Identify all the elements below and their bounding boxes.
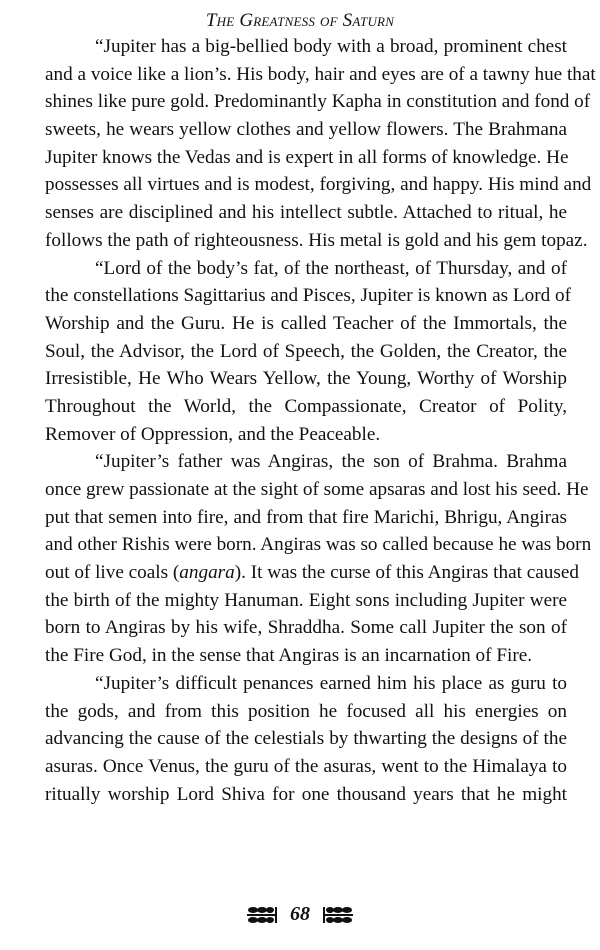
text-line: asuras. Once Venus, the guru of the asuras, went to the Himalaya to <box>45 755 567 777</box>
text-line: Worship and the Guru. He is called Teacher of the Immortals, the <box>45 312 567 334</box>
text-line: follows the path of righteousness. His metal is gold and his gem topaz. <box>45 229 588 251</box>
text-line: Remover of Oppression, and the Peaceable. <box>45 423 381 445</box>
text-line: “Jupiter’s difficult penances earned him his place as guru to <box>95 672 567 694</box>
text-line: and other Rishis were born. Angiras was so called because he was born <box>45 534 592 556</box>
text-line <box>45 559 579 587</box>
italic-term: angara <box>179 562 235 584</box>
text-line: the birth of the mighty Hanuman. Eight sons including Jupiter were <box>45 589 567 611</box>
text-line: the constellations Sagittarius and Pisces, Jupiter is known as Lord of <box>45 285 571 307</box>
text-line: once grew passionate at the sight of some apsaras and lost his seed. He <box>45 479 589 500</box>
text-line: “Lord of the body’s fat, of the northeast, of Thursday, and of <box>95 257 567 279</box>
text-segment: out of live coals ( <box>45 562 180 584</box>
text-segment: ). It was the curse of this Angiras that caused <box>234 562 579 584</box>
paragraph <box>45 670 567 808</box>
text-line: the gods, and from this position he focused all his energies on <box>45 700 567 722</box>
page-footer <box>0 903 600 926</box>
text-line: put that semen into fire, and from that fire Marichi, Bhrigu, Angiras <box>45 506 567 528</box>
text-line: advancing the cause of the celestials by thwarting the designs of the <box>45 728 567 750</box>
text-line: sweets, he wears yellow clothes and yellow flowers. The Brahmana <box>45 119 567 141</box>
paragraph <box>45 33 596 255</box>
running-header: The Greatness of Saturn <box>205 10 395 31</box>
text-line: and a voice like a lion’s. His body, hair and eyes are of a tawny hue that <box>45 63 596 85</box>
text-line: Jupiter knows the Vedas and is expert in all forms of knowledge. He <box>45 146 569 168</box>
text-line: born to Angiras by his wife, Shraddha. Some call Jupiter the son of <box>45 617 567 639</box>
text-line: Soul, the Advisor, the Lord of Speech, the Golden, the Creator, the <box>45 340 567 362</box>
body-text <box>45 33 596 808</box>
text-line: “Jupiter has a big-bellied body with a broad, prominent chest <box>95 36 567 57</box>
text-line: possesses all virtues and is modest, forgiving, and happy. His mind and <box>45 174 592 196</box>
page-number: 68 <box>290 903 310 925</box>
text-line: senses are disciplined and his intellect subtle. Attached to ritual, he <box>45 202 567 224</box>
leaf-sprig-ornament-left-icon <box>245 905 279 925</box>
text-line: “Jupiter’s father was Angiras, the son of Brahma. Brahma <box>95 451 567 473</box>
text-line: ritually worship Lord Shiva for one thousand years that he might <box>45 783 567 805</box>
text-line: the Fire God, in the sense that Angiras is an incarnation of Fire. <box>45 645 533 667</box>
paragraph <box>45 448 592 670</box>
leaf-sprig-ornament-right-icon <box>321 905 355 925</box>
paragraph <box>45 255 571 449</box>
text-line: Irresistible, He Who Wears Yellow, the Young, Worthy of Worship <box>45 368 567 390</box>
text-line: shines like pure gold. Predominantly Kapha in constitution and fond of <box>45 91 591 113</box>
text-line: Throughout the World, the Compassionate, Creator of Polity, <box>45 395 567 417</box>
